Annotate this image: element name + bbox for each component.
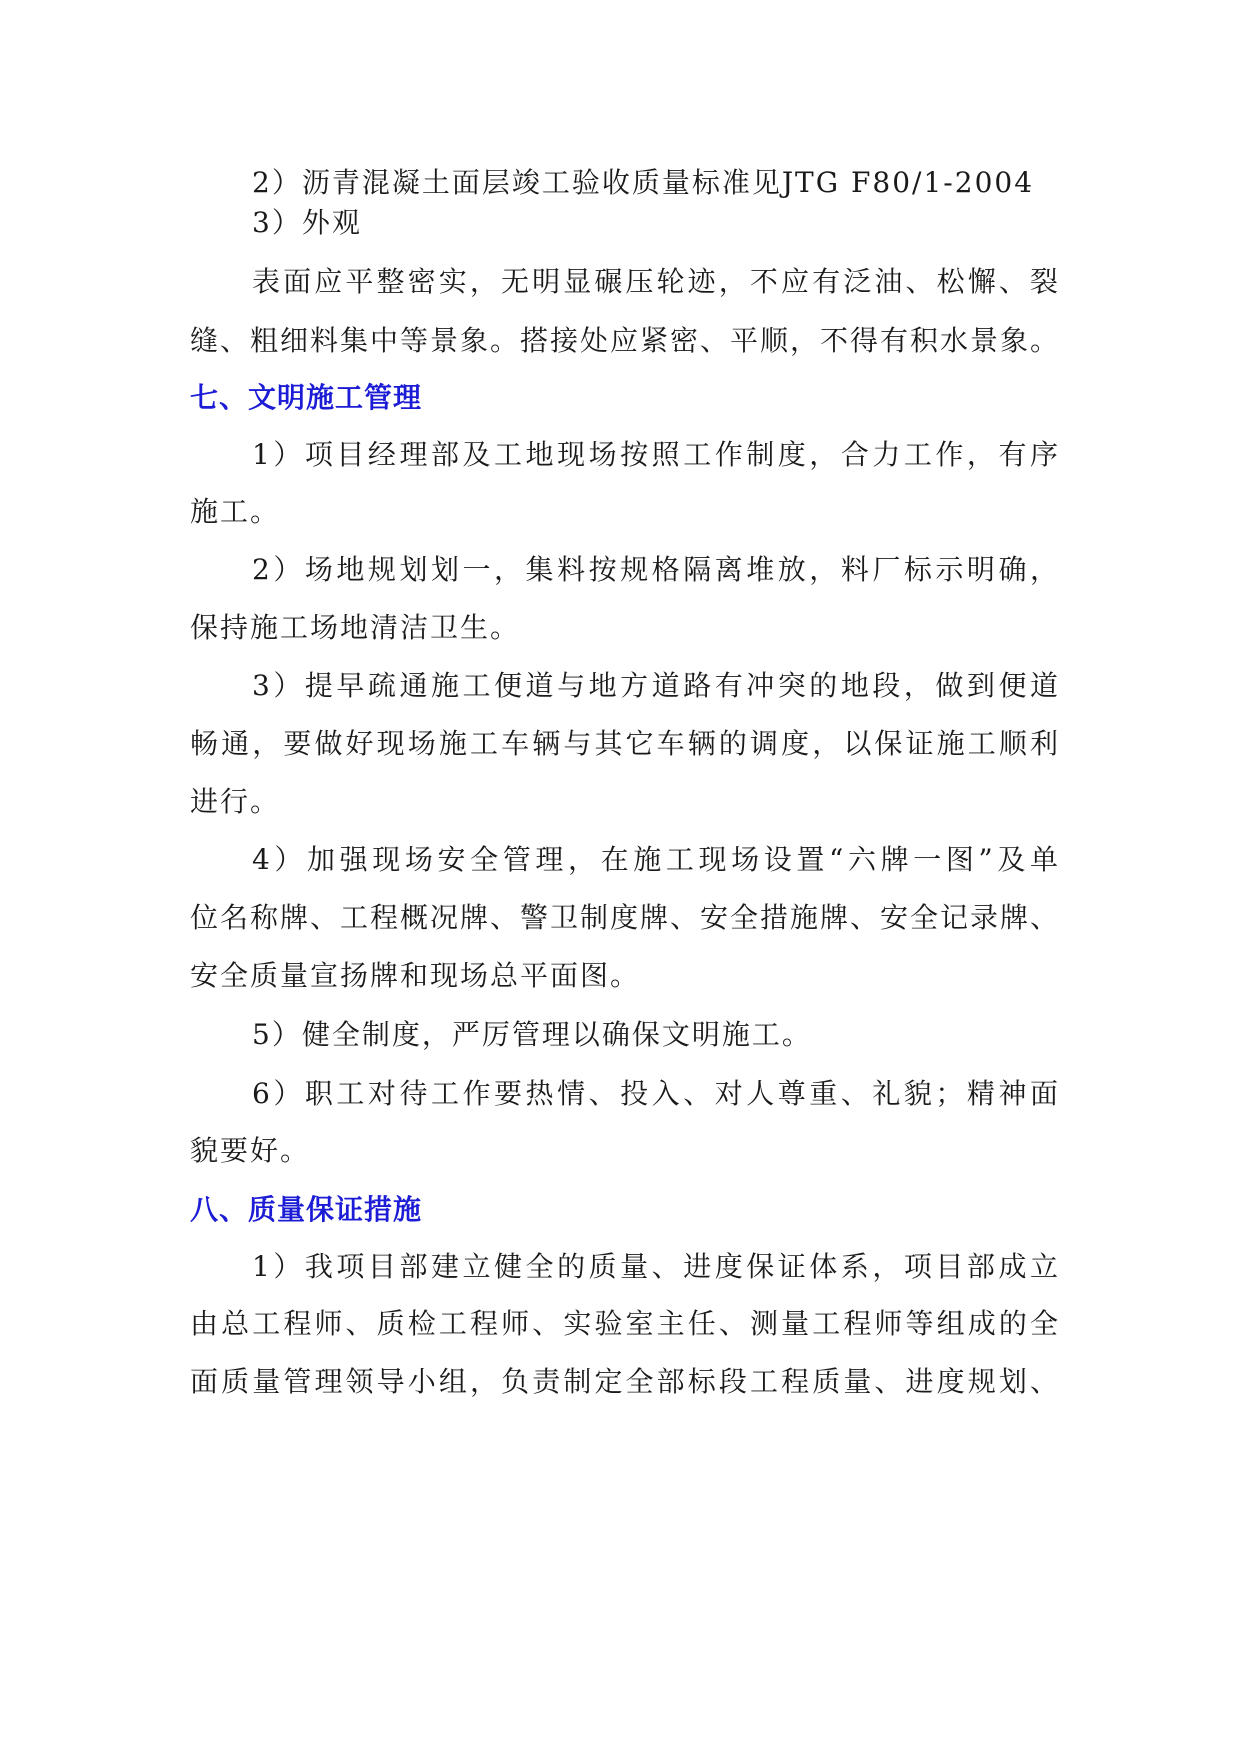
section-heading-7: 七、文明施工管理 xyxy=(190,381,423,414)
paragraph-line: 由总工程师、质检工程师、实验室主任、测量工程师等组成的全 xyxy=(190,1307,1060,1340)
section-heading-8: 八、质量保证措施 xyxy=(190,1193,423,1226)
paragraph-line: 6）职工对待工作要热情、投入、对人尊重、礼貌；精神面 xyxy=(252,1077,1060,1110)
paragraph-line: 保持施工场地清洁卫生。 xyxy=(190,611,521,644)
paragraph-line: 3）提早疏通施工便道与地方道路有冲突的地段，做到便道 xyxy=(252,669,1060,702)
paragraph-line: 缝、粗细料集中等景象。搭接处应紧密、平顺，不得有积水景象。 xyxy=(190,324,1060,357)
paragraph-line: 4）加强现场安全管理，在施工现场设置“六牌一图”及单 xyxy=(252,843,1060,876)
paragraph-line: 2）场地规划划一，集料按规格隔离堆放，料厂标示明确， xyxy=(252,553,1060,586)
paragraph-line: 施工。 xyxy=(190,495,281,528)
paragraph-line: 3）外观 xyxy=(252,206,362,239)
paragraph-line: 进行。 xyxy=(190,785,281,818)
paragraph-line: 貌要好。 xyxy=(190,1134,311,1167)
paragraph-line: 面质量管理领导小组，负责制定全部标段工程质量、进度规划、 xyxy=(190,1365,1060,1398)
paragraph-line: 5）健全制度，严厉管理以确保文明施工。 xyxy=(252,1018,812,1051)
paragraph-line: 畅通，要做好现场施工车辆与其它车辆的调度，以保证施工顺利 xyxy=(190,727,1060,760)
paragraph-line: 安全质量宣扬牌和现场总平面图。 xyxy=(190,959,641,992)
paragraph-line: 位名称牌、工程概况牌、警卫制度牌、安全措施牌、安全记录牌、 xyxy=(190,901,1060,934)
paragraph-line: 表面应平整密实，无明显碾压轮迹，不应有泛油、松懈、裂 xyxy=(252,265,1060,298)
paragraph-line: 2）沥青混凝土面层竣工验收质量标准见JTG F80/1-2004 xyxy=(252,166,1035,199)
paragraph-line: 1）项目经理部及工地现场按照工作制度，合力工作，有序 xyxy=(252,438,1060,471)
paragraph-line: 1）我项目部建立健全的质量、进度保证体系，项目部成立 xyxy=(252,1250,1060,1283)
